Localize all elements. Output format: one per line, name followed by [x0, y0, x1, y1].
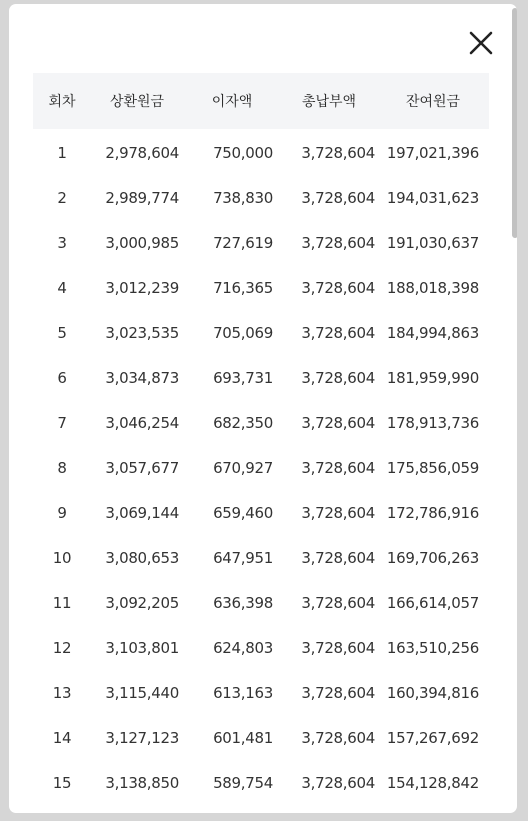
table-row — [33, 400, 489, 445]
cell-total-payment: 3,728,604 — [301, 323, 375, 342]
cell-principal: 3,115,440 — [105, 683, 179, 702]
cell-interest: 624,803 — [213, 638, 273, 657]
cell-round: 10 — [52, 548, 72, 567]
header-interest: 이자액 — [211, 94, 253, 110]
cell-interest: 589,754 — [213, 773, 273, 792]
cell-interest: 750,000 — [213, 143, 273, 162]
cell-principal: 3,057,677 — [105, 458, 179, 477]
repayment-table — [33, 73, 489, 805]
header-remaining-principal: 잔여원금 — [405, 94, 461, 110]
cell-round: 7 — [57, 413, 67, 432]
cell-principal: 3,069,144 — [105, 503, 179, 522]
cell-principal: 2,989,774 — [105, 188, 179, 207]
table-row — [33, 175, 489, 220]
table-row — [33, 535, 489, 580]
cell-interest: 647,951 — [213, 548, 273, 567]
cell-round: 15 — [52, 773, 72, 792]
cell-principal: 3,000,985 — [105, 233, 179, 252]
table-row — [33, 670, 489, 715]
scrollbar-thumb[interactable] — [512, 8, 517, 238]
cell-remaining-principal: 188,018,398 — [386, 278, 479, 297]
cell-total-payment: 3,728,604 — [301, 278, 375, 297]
cell-round: 13 — [52, 683, 72, 702]
cell-round: 1 — [57, 143, 67, 162]
cell-remaining-principal: 169,706,263 — [386, 548, 479, 567]
cell-principal: 3,103,801 — [105, 638, 179, 657]
cell-remaining-principal: 160,394,816 — [386, 683, 479, 702]
cell-principal: 3,034,873 — [105, 368, 179, 387]
cell-round: 4 — [57, 278, 67, 297]
cell-interest: 682,350 — [213, 413, 273, 432]
cell-round: 3 — [57, 233, 67, 252]
table-header-row — [33, 73, 489, 129]
cell-interest: 670,927 — [213, 458, 273, 477]
table-row — [33, 310, 489, 355]
header-round: 회차 — [48, 94, 76, 110]
cell-principal: 3,046,254 — [105, 413, 179, 432]
cell-total-payment: 3,728,604 — [301, 368, 375, 387]
table-row — [33, 490, 489, 535]
cell-total-payment: 3,728,604 — [301, 233, 375, 252]
cell-principal: 3,138,850 — [105, 773, 179, 792]
cell-round: 14 — [52, 728, 72, 747]
cell-principal: 3,023,535 — [105, 323, 179, 342]
cell-round: 9 — [57, 503, 67, 522]
table-row — [33, 265, 489, 310]
cell-interest: 636,398 — [213, 593, 273, 612]
repayment-schedule-modal — [9, 4, 517, 813]
cell-total-payment: 3,728,604 — [301, 773, 375, 792]
table-body — [33, 130, 489, 805]
header-total-payment: 총납부액 — [301, 94, 357, 110]
cell-remaining-principal: 163,510,256 — [386, 638, 479, 657]
cell-principal: 2,978,604 — [105, 143, 179, 162]
cell-total-payment: 3,728,604 — [301, 458, 375, 477]
cell-total-payment: 3,728,604 — [301, 548, 375, 567]
cell-round: 5 — [57, 323, 67, 342]
cell-principal: 3,080,653 — [105, 548, 179, 567]
cell-round: 8 — [57, 458, 67, 477]
cell-total-payment: 3,728,604 — [301, 413, 375, 432]
cell-round: 11 — [52, 593, 72, 612]
close-button[interactable] — [467, 29, 495, 57]
cell-principal: 3,012,239 — [105, 278, 179, 297]
table-row — [33, 760, 489, 805]
cell-remaining-principal: 175,856,059 — [386, 458, 479, 477]
cell-interest: 613,163 — [213, 683, 273, 702]
cell-remaining-principal: 178,913,736 — [386, 413, 479, 432]
cell-remaining-principal: 191,030,637 — [386, 233, 479, 252]
table-row — [33, 625, 489, 670]
table-row — [33, 355, 489, 400]
cell-total-payment: 3,728,604 — [301, 638, 375, 657]
cell-interest: 659,460 — [213, 503, 273, 522]
scrollbar[interactable] — [512, 8, 517, 809]
cell-total-payment: 3,728,604 — [301, 728, 375, 747]
cell-principal: 3,092,205 — [105, 593, 179, 612]
cell-remaining-principal: 166,614,057 — [386, 593, 479, 612]
cell-remaining-principal: 197,021,396 — [386, 143, 479, 162]
cell-remaining-principal: 157,267,692 — [386, 728, 479, 747]
table-row — [33, 580, 489, 625]
cell-total-payment: 3,728,604 — [301, 503, 375, 522]
header-principal: 상환원금 — [109, 94, 165, 110]
cell-interest: 716,365 — [213, 278, 273, 297]
cell-total-payment: 3,728,604 — [301, 593, 375, 612]
cell-interest: 705,069 — [213, 323, 273, 342]
cell-interest: 727,619 — [213, 233, 273, 252]
cell-interest: 693,731 — [213, 368, 273, 387]
cell-total-payment: 3,728,604 — [301, 188, 375, 207]
cell-total-payment: 3,728,604 — [301, 143, 375, 162]
cell-interest: 601,481 — [213, 728, 273, 747]
cell-remaining-principal: 172,786,916 — [386, 503, 479, 522]
table-row — [33, 220, 489, 265]
table-row — [33, 445, 489, 490]
cell-round: 6 — [57, 368, 67, 387]
cell-round: 12 — [52, 638, 72, 657]
cell-interest: 738,830 — [213, 188, 273, 207]
cell-remaining-principal: 194,031,623 — [386, 188, 479, 207]
cell-remaining-principal: 154,128,842 — [386, 773, 479, 792]
cell-remaining-principal: 181,959,990 — [386, 368, 479, 387]
table-row — [33, 130, 489, 175]
cell-remaining-principal: 184,994,863 — [386, 323, 479, 342]
cell-total-payment: 3,728,604 — [301, 683, 375, 702]
table-row — [33, 715, 489, 760]
close-icon — [467, 29, 495, 57]
cell-principal: 3,127,123 — [105, 728, 179, 747]
cell-round: 2 — [57, 188, 67, 207]
